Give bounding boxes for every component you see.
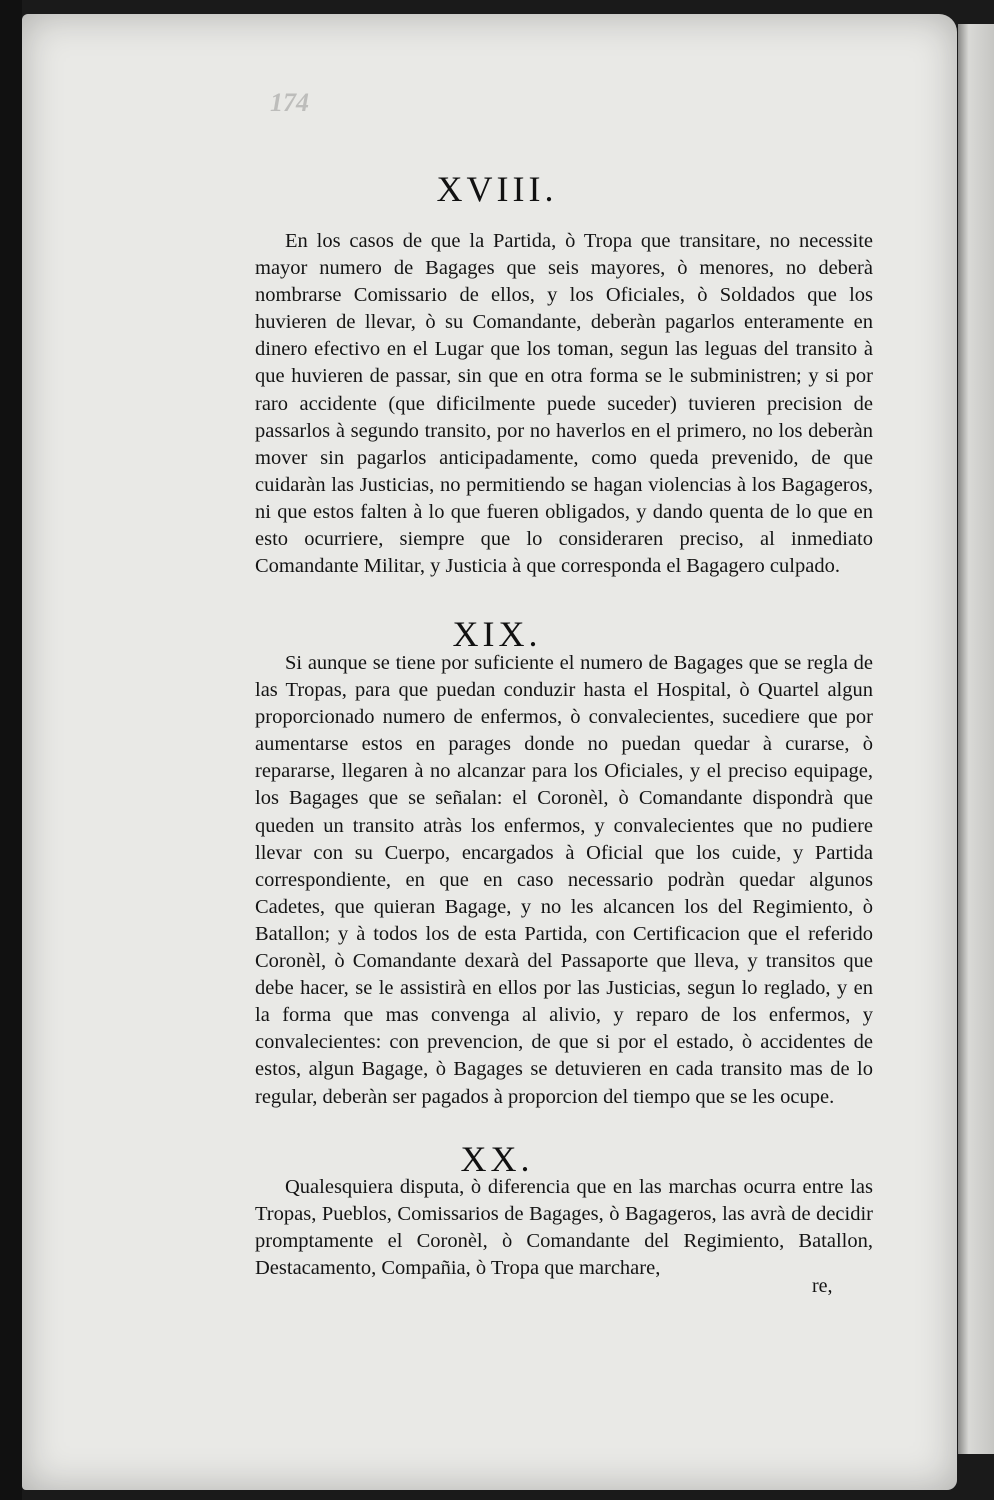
section-text-xx: Qualesquiera disputa, ò diferencia que en las marchas ocurra entre las Tropas, Pueblos, Comissarios de Bagages, ò Bagageros, las avrà de decidir promptamente el Coronèl, ò Comandante del Regimiento, Batallon, Destacamento, Compañia, ò Tropa que marchare,: [255, 1176, 873, 1280]
section-title-xviii: XVIII.: [436, 169, 558, 209]
section-text-xix: Si aunque se tiene por suficiente el numero de Bagages que se regla de las Tropas, para que puedan conduzir hasta el Hospital, ò Quartel algun proporcionado numero de enfermos, ò convalecientes, sucediere que por aumentarse estos en parages donde no puedan quedar à curarse, ò repararse, llegaren à no alcanzar para los Oficiales, y el preciso equipage, los Bagages que se señalan: el Coronèl, ò Comandante dispondrà que queden un transito atràs los enfermos, y convalecientes que no pudiere llevar con su Cuerpo, encargados à Oficial que los cuide, y Partida correspondiente, en que en caso necessario podràn quedar algunos Cadetes, que quieran Bagage, y no les alcancen los del Regimiento, ò Batallon; y à todos los de esta Partida, con Certificacion que el referido Coronèl, ò Comandante dexarà del Passaporte que lleva, y transitos que debe hacer, se le assistirà en ellos por las Justicias, segun lo reglado, y en la forma que mas convenga al alivio, y reparo de los enfermos, y convalecientes: con prevencion, de que si por el estado, ò accidentes de estos, algun Bagage, ò Bagages se detuvieren en cada transito mas de lo regular, deberàn ser pagados à proporcion del tiempo que se les ocupe.: [255, 652, 873, 1108]
catchword: re,: [812, 1275, 833, 1297]
section-text-xviii: En los casos de que la Partida, ò Tropa que transitare, no necessite mayor numero de Bagages que seis mayores, ò menores, no deberà nombrarse Comissario de ellos, y los Oficiales, ò Soldados que los huvieren de llevar, ò su Comandante, deberàn pagarlos enteramente en dinero efectivo en el Lugar que los toman, segun las leguas del transito à que huvieren de passar, sin que en otra forma se le subministren; y si por raro accidente (que dificilmente puede suceder) tuvieren precision de passarlos à segundo transito, por no haverlos en el primero, no los deberàn mover sin pagarlos anticipadamente, como queda prevenido, de que cuidaràn las Justicias, no permitiendo se hagan violencias à los Bagageros, ni que estos falten à lo que fueren obligados, y dando quenta de lo que en esto ocurriere, siempre que lo consideraren preciso, al inmediato Comandante Militar, y Justicia à que corresponda el Bagagero culpado.: [255, 230, 873, 578]
section-title-xx: XX.: [460, 1139, 534, 1179]
section-title-xix: XIX.: [452, 614, 542, 654]
book-gutter-shadow: [0, 0, 22, 1500]
facing-page-edge: [958, 24, 994, 1454]
folio-number: 174: [270, 88, 309, 117]
